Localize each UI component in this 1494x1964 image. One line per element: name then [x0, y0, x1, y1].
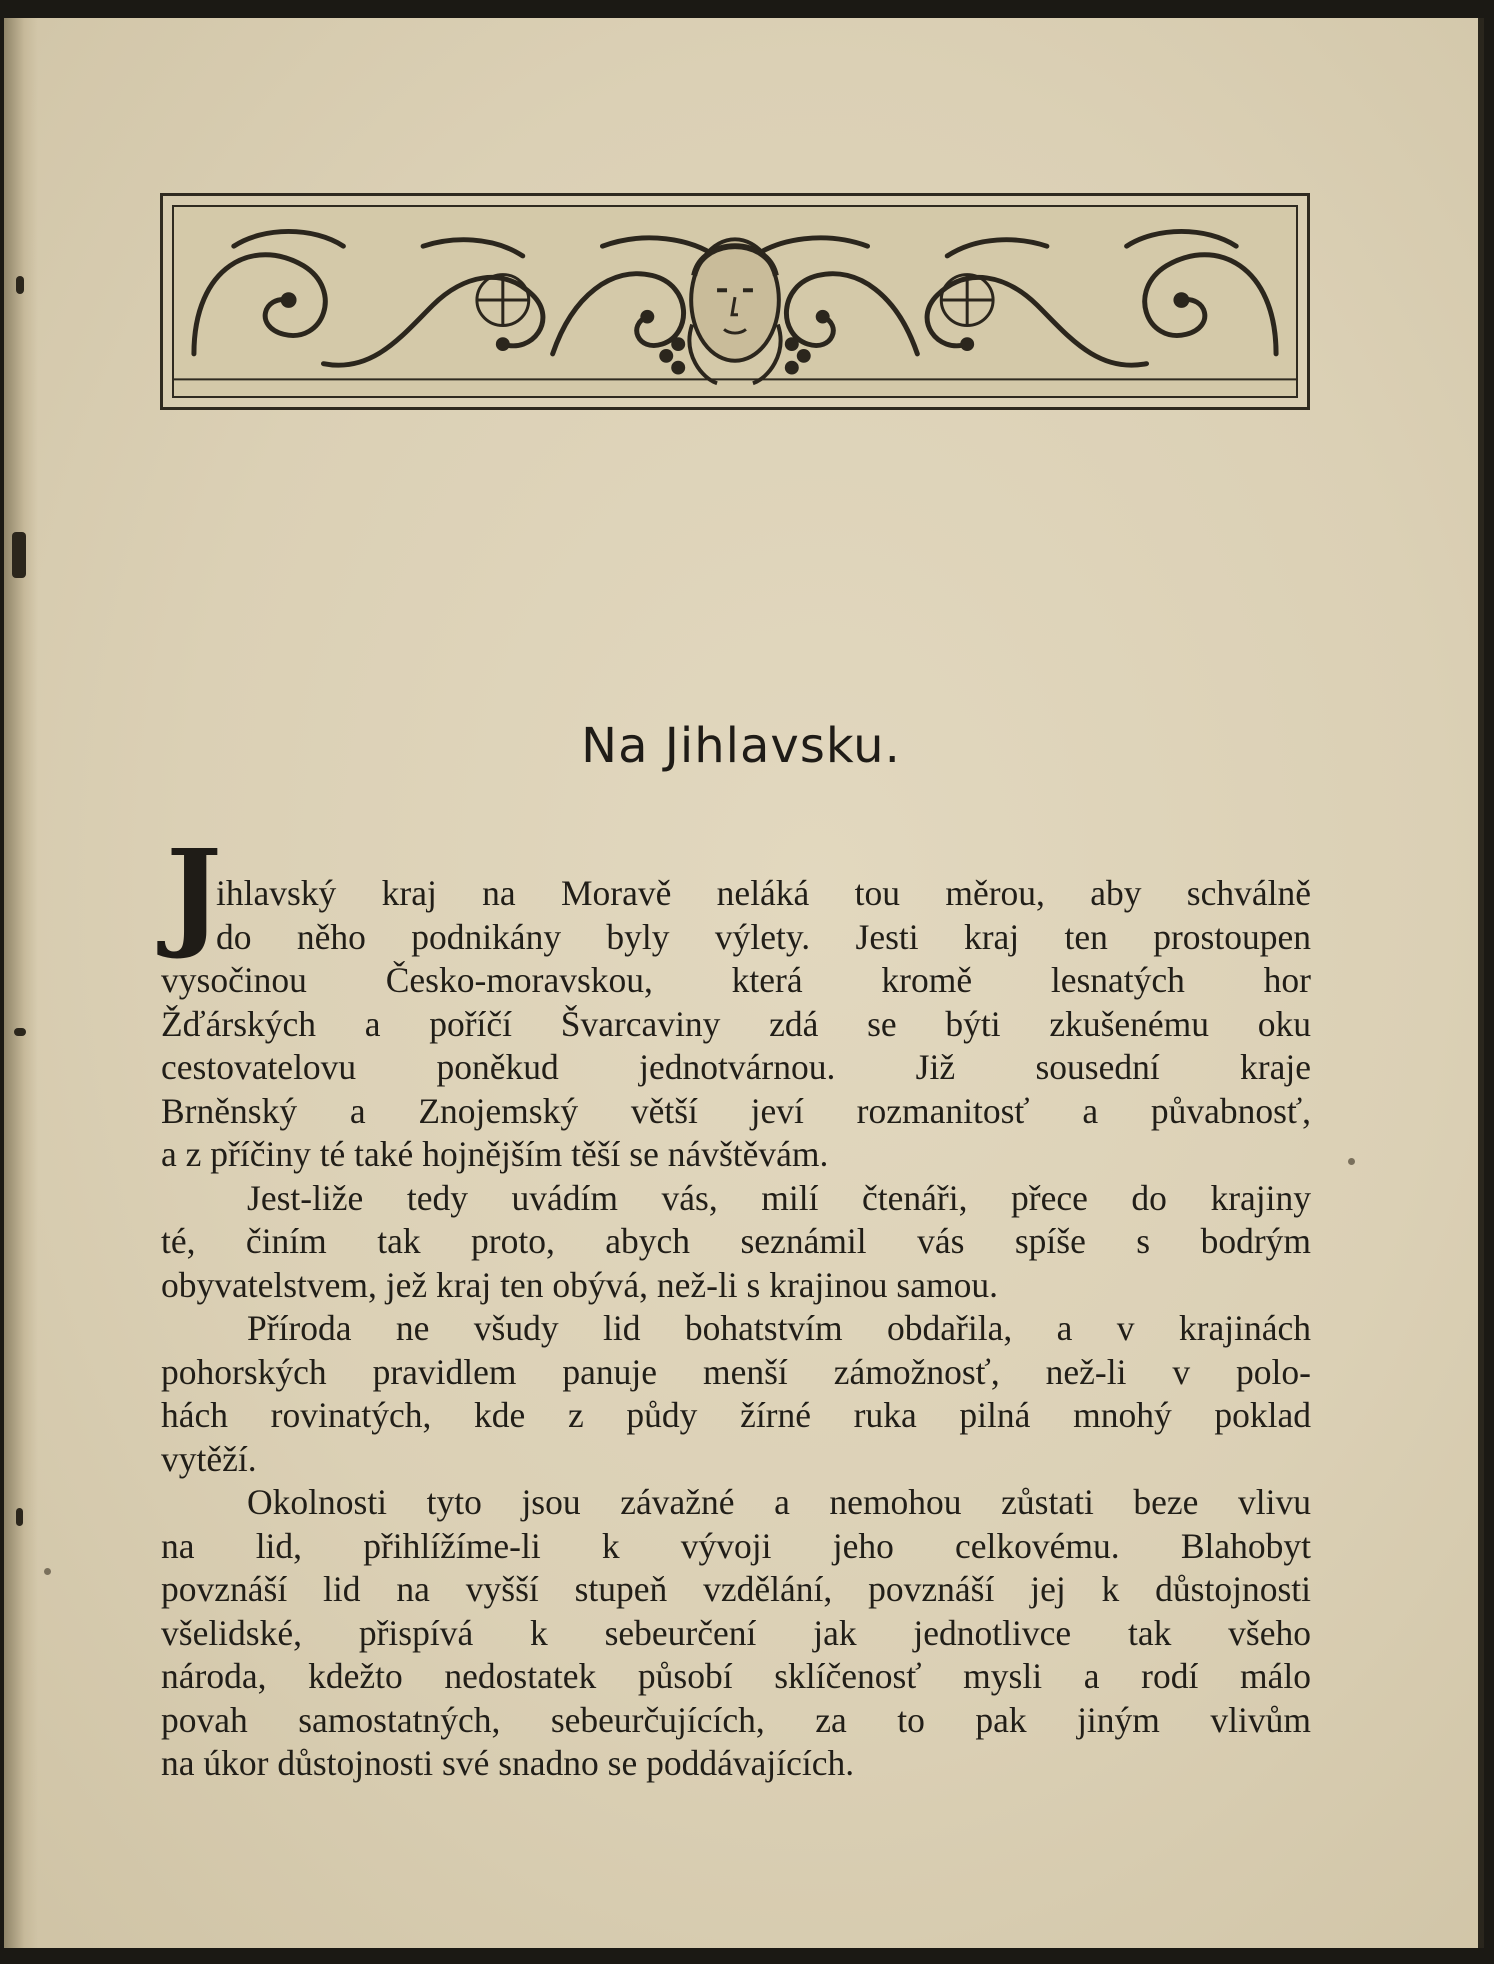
text-line: obyvatelstvem, jež kraj ten obývá, než-li s krajinou samou.: [161, 1264, 998, 1305]
text-line: národa, kdežto nedostatek působí sklíčenosť mysli a rodí málo: [161, 1656, 1311, 1696]
page-title: Na Jihlavsku.: [581, 718, 901, 774]
text-line: a z příčiny té také hojnějším těší se návštěvám.: [161, 1134, 829, 1174]
paragraph: [161, 1481, 1311, 1786]
paper-speck: [44, 1568, 51, 1575]
paragraph: [161, 1307, 1311, 1481]
text-line: do něho podnikány byly výlety. Jesti kraj ten prostoupen: [216, 916, 1311, 957]
text-line: ihlavský kraj na Moravě neláká tou měrou, aby schválně: [216, 873, 1311, 913]
text-line: hách rovinatých, kde z půdy žírné ruka pilná mnohý poklad: [161, 1395, 1311, 1435]
text-line: pohorských pravidlem panuje menší zámožnosť, než-li v polo-: [161, 1351, 1311, 1392]
text-line: Brněnský a Znojemský větší jeví rozmanitosť a půvabnosť,: [161, 1090, 1311, 1131]
paper-speck: [1348, 1158, 1355, 1165]
text-line: Okolnosti tyto jsou závažné a nemohou zůstati beze vlivu: [247, 1482, 1311, 1522]
text-line: povznáší lid na vyšší stupeň vzdělání, povznáší jej k důstojnosti: [161, 1569, 1311, 1609]
text-line: té, činím tak proto, abych seznámil vás spíše s bodrým: [161, 1221, 1311, 1261]
paragraph: [161, 872, 1311, 1177]
text-line: vysočinou Česko-moravskou, která kromě lesnatých hor: [161, 960, 1311, 1000]
paragraph: [161, 1177, 1311, 1308]
body-text: [161, 872, 1311, 1786]
drop-cap-letter: J: [166, 823, 222, 962]
text-line: Jest-liže tedy uvádím vás, milí čtenáři, přece do krajiny: [247, 1177, 1311, 1218]
ornament-illustration: [174, 207, 1296, 396]
binding-mark: [14, 1028, 26, 1036]
text-line: Žďárských a poříčí Švarcaviny zdá se býti zkušenému oku: [161, 1003, 1311, 1044]
binding-mark: [12, 532, 26, 578]
binding-mark: [16, 1508, 23, 1526]
binding-mark: [16, 276, 24, 294]
book-page: [4, 18, 1484, 1948]
text-line: cestovatelovu poněkud jednotvárnou. Již sousední kraje: [161, 1047, 1311, 1087]
spine-shadow: [4, 18, 38, 1948]
text-line: Příroda ne všudy lid bohatstvím obdařila, a v krajinách: [247, 1308, 1311, 1348]
text-line: všelidské, přispívá k sebeurčení jak jednotlivce tak všeho: [161, 1612, 1311, 1653]
text-line: na lid, přihlížíme-li k vývoji jeho celkovému. Blahobyt: [161, 1525, 1311, 1566]
text-line: vytěží.: [161, 1438, 257, 1479]
text-line: povah samostatných, sebeurčujících, za to pak jiným vlivům: [161, 1699, 1311, 1740]
ornamental-headpiece: [160, 193, 1310, 410]
text-line: na úkor důstojnosti své snadno se poddávajících.: [161, 1743, 855, 1783]
